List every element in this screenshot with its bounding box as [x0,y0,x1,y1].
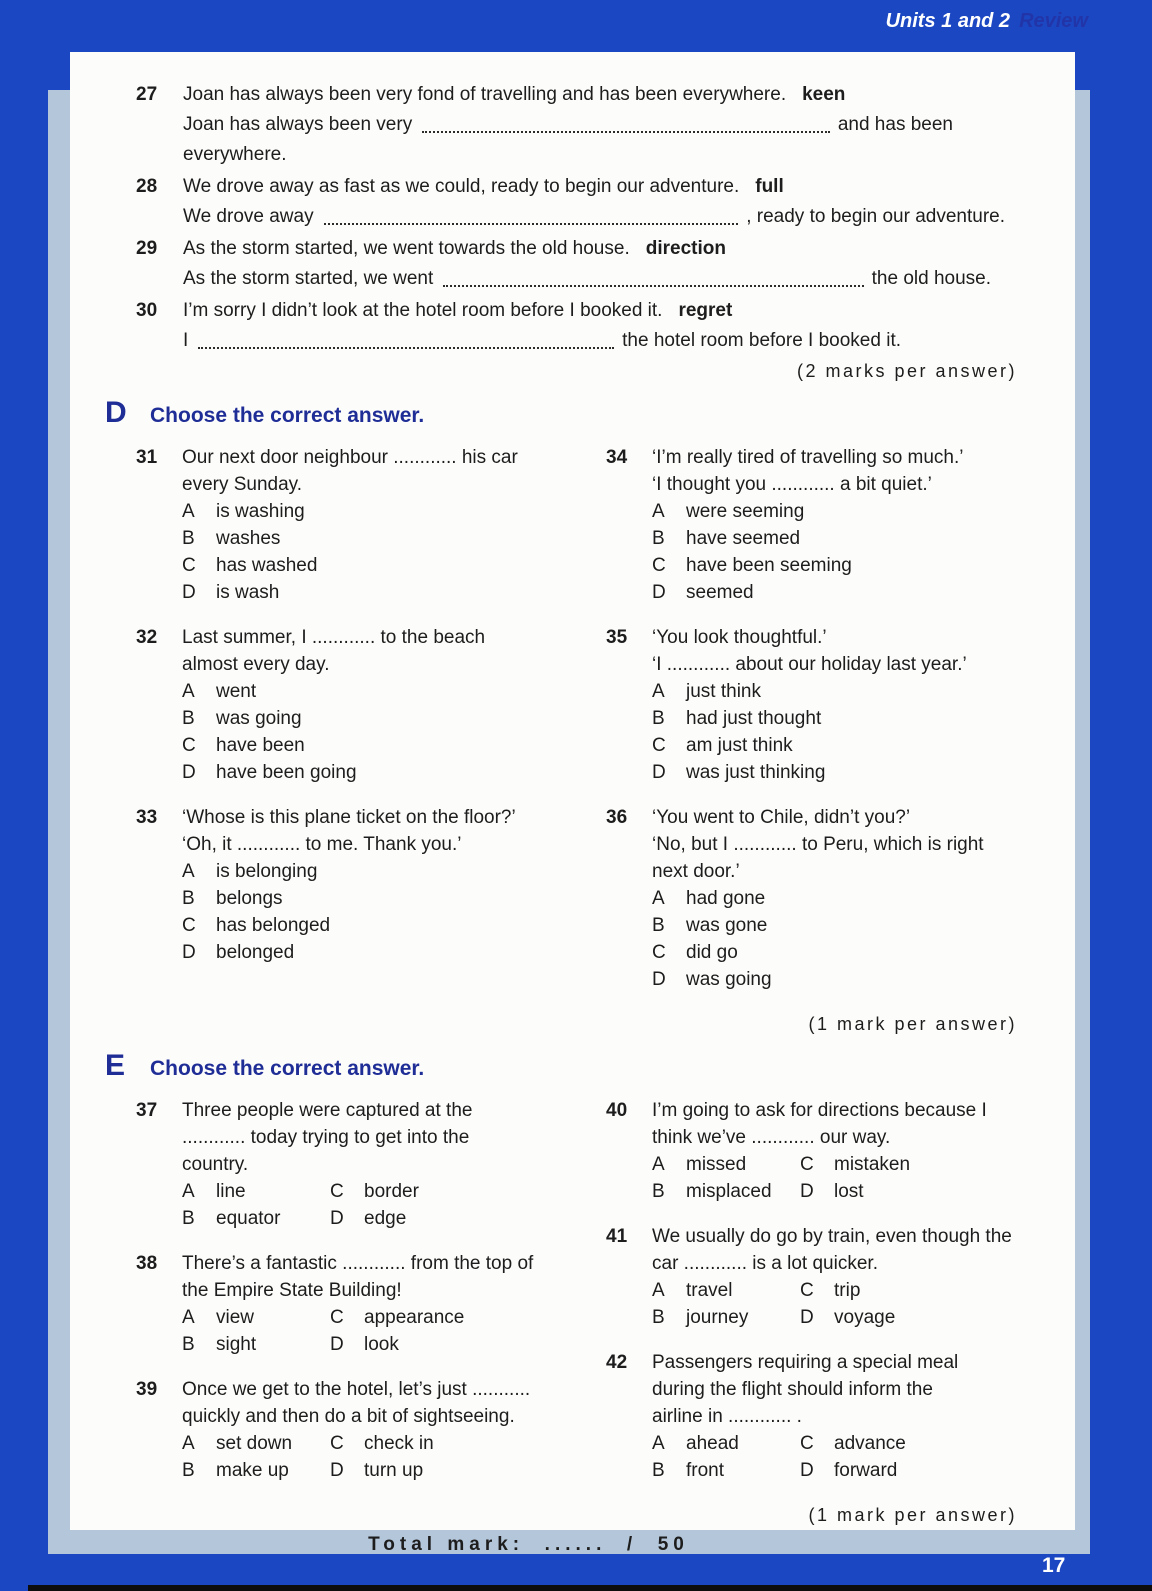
gap-before-text: I [183,330,189,351]
question-sentence [183,172,1017,202]
question-number: 35 [606,627,628,648]
page-content [70,52,1075,1556]
option [182,678,542,705]
question-text: ‘Whose is this plane ticket on the floor?’ [182,807,516,828]
options-list [182,1178,419,1232]
question-text: I’m going to ask for directions because I think we’ve ............ our way. [652,1100,987,1148]
option-text: had gone [686,888,766,909]
gap-after-text: the old house. [871,268,991,289]
option [330,1304,464,1331]
gap-after-text: , ready to begin our adventure. [746,206,1005,227]
question-text: Three people were captured at the ............ today trying to get into the country. [182,1100,473,1175]
question-number: 33 [136,807,158,828]
option-text: misplaced [686,1181,772,1202]
options-list [182,858,516,966]
option-letter: D [330,1208,344,1229]
option-letter: C [800,1154,814,1175]
option-text: sight [216,1334,257,1355]
option [652,939,1017,966]
option-text: front [686,1460,725,1481]
option-letter: C [652,555,666,576]
question-number: 39 [136,1379,158,1400]
option-letter: D [182,762,196,783]
answer-line [183,110,953,140]
option-letter: B [182,708,195,729]
question-number: 41 [606,1226,628,1247]
option-text: just think [686,681,761,702]
answer-blank [443,285,863,287]
option-text: belonged [216,942,295,963]
keyword: direction [645,238,726,259]
question-body [182,624,542,786]
question-text: There’s a fantastic ............ from the top of the Empire State Building! [182,1253,534,1301]
question-number: 42 [606,1352,628,1373]
question-text: ‘Oh, it ............ to me. Thank you.’ [182,834,462,855]
option-text: appearance [364,1307,465,1328]
option [182,1331,330,1358]
mcq-question [606,444,1017,606]
option [182,858,516,885]
sentence-text: Joan has always been very fond of travelling and has been everywhere. [183,84,787,105]
option [652,552,964,579]
option-letter: D [182,942,196,963]
option-text: belongs [216,888,283,909]
option-letter: D [652,969,666,990]
question-body [182,1097,522,1232]
answer-line [183,264,991,294]
transform-question [136,172,1017,232]
option-text: line [216,1181,246,1202]
option [182,1457,330,1484]
option-letter: A [182,1307,195,1328]
option-letter: C [182,915,196,936]
question-number: 38 [136,1253,158,1274]
option-letter: B [652,915,665,936]
question-text: ‘You look thoughtful.’ [652,627,827,648]
option [182,912,516,939]
option-letter: C [800,1280,814,1301]
option-text: is belonging [216,861,318,882]
option-letter: A [652,1280,665,1301]
option-text: forward [834,1460,898,1481]
option-text: have seemed [686,528,801,549]
option-letter: C [330,1307,344,1328]
question-body [652,804,1017,993]
option-text: have been [216,735,305,756]
question-body [182,1250,562,1358]
option-letter: A [652,888,665,909]
option-text: is washing [216,501,305,522]
answer-blank [324,223,739,225]
option-letter: B [182,1460,195,1481]
option [652,966,1017,993]
option-letter: B [652,1460,665,1481]
sentence-text: We drove away as fast as we could, ready to begin our adventure. [183,176,740,197]
option [652,525,964,552]
option-text: has belonged [216,915,331,936]
mcq-question [136,1250,606,1358]
mcq-question [606,1097,1017,1205]
option [652,1178,800,1205]
options-list [182,498,550,606]
transform-question [136,296,1017,356]
option [652,1304,800,1331]
question-sentence [183,234,1017,264]
question-text: ‘You went to Chile, didn’t you?’ [652,807,911,828]
option [652,498,964,525]
option-text: view [216,1307,255,1328]
transform-question [136,80,1017,170]
question-number: 37 [136,1100,158,1121]
option-letter: B [182,888,195,909]
mcq-question [606,804,1017,993]
option-letter: D [182,582,196,603]
section-title: Choose the correct answer. [150,404,425,427]
option-text: equator [216,1208,281,1229]
transform-question [136,234,1017,294]
option [800,1277,895,1304]
option-text: was gone [686,915,768,936]
option [800,1457,906,1484]
option [652,1457,800,1484]
section-letter: D [105,396,127,429]
option-letter: D [652,582,666,603]
option-text: went [216,681,257,702]
option [652,1430,800,1457]
option [652,1277,800,1304]
option-text: am just think [686,735,793,756]
section-d-heading [105,396,1017,430]
option [182,498,550,525]
option-text: edge [364,1208,407,1229]
mcq-question [606,624,1017,786]
option-letter: A [182,501,195,522]
option [800,1178,910,1205]
option [182,705,542,732]
question-number: 34 [606,447,628,468]
option-text: washes [216,528,281,549]
question-text: ‘I ............ about our holiday last year.’ [652,654,967,675]
option [182,1205,330,1232]
option-text: was going [686,969,772,990]
question-text: Passengers requiring a special meal during the flight should inform the airline in ............ . [652,1352,959,1427]
mcq-question [136,624,606,786]
section-e-questions [136,1097,1017,1528]
gap-before-text: Joan has always been very [183,114,413,135]
answer-line-continued: everywhere. [183,144,287,165]
option [330,1430,434,1457]
question-text: Once we get to the hotel, let’s just ........... quickly and then do a bit of sightseeing. [182,1379,531,1427]
question-number: 28 [136,176,158,197]
option-text: trip [834,1280,861,1301]
option [182,732,542,759]
option-letter: D [330,1460,344,1481]
question-body [182,444,550,606]
option-letter: B [182,1208,195,1229]
option-letter: D [330,1334,344,1355]
option-letter: C [800,1433,814,1454]
option-text: set down [216,1433,293,1454]
option [330,1331,464,1358]
option-text: missed [686,1154,747,1175]
option [182,885,516,912]
option [330,1178,419,1205]
question-text: Last summer, I ............ to the beach almost every day. [182,627,486,675]
option-letter: C [330,1181,344,1202]
option [652,732,967,759]
option-letter: A [182,861,195,882]
option-letter: A [652,1154,665,1175]
units-label: Units 1 and 2 [885,10,1011,32]
option-letter: D [800,1460,814,1481]
question-sentence [183,80,1017,110]
gap-before-text: As the storm started, we went [183,268,434,289]
option [652,705,967,732]
option [652,1151,800,1178]
gap-before-text: We drove away [183,206,314,227]
option-letter: A [652,1433,665,1454]
gap-after-text: the hotel room before I booked it. [622,330,901,351]
column-left [136,1097,606,1528]
option-letter: A [182,1181,195,1202]
sentence-text: I’m sorry I didn’t look at the hotel room before I booked it. [183,300,663,321]
option [182,1178,330,1205]
option-text: travel [686,1280,733,1301]
mcq-question [136,444,606,606]
option [330,1457,434,1484]
option [182,1304,330,1331]
option [800,1304,895,1331]
keyword: regret [678,300,733,321]
option-letter: B [652,1181,665,1202]
options-list [652,498,964,606]
option-text: did go [686,942,738,963]
option-text: was going [216,708,302,729]
option [652,912,1017,939]
option-letter: C [330,1433,344,1454]
question-number: 27 [136,84,158,105]
answer-blank [422,131,830,133]
marks-note: (1 mark per answer) [808,1505,1017,1525]
section-e-heading [105,1049,1017,1083]
answer-line [183,202,1005,232]
option-text: seemed [686,582,754,603]
option-text: ahead [686,1433,739,1454]
option-text: border [364,1181,419,1202]
question-body [183,80,1017,170]
option-letter: A [652,681,665,702]
column-right [606,444,1017,1037]
option-letter: A [182,1433,195,1454]
review-label: Review [1019,10,1088,32]
option-letter: C [182,735,196,756]
option-text: have been going [216,762,357,783]
option-text: was just thinking [686,762,826,783]
marks-note: (2 marks per answer) [796,361,1017,381]
mcq-question [606,1223,1017,1331]
option-text: look [364,1334,399,1355]
option-text: advance [834,1433,906,1454]
option-text: is wash [216,582,280,603]
options-list [652,1430,906,1484]
option-letter: B [182,1334,195,1355]
option-letter: D [800,1307,814,1328]
question-text: We usually do go by train, even though the car ............ is a lot quicker. [652,1226,1012,1274]
option [182,1430,330,1457]
option [182,939,516,966]
question-body [183,296,1017,356]
options-list [652,1277,895,1331]
mcq-question [136,1376,606,1484]
keyword: keen [802,84,846,105]
question-number: 29 [136,238,158,259]
option-text: check in [364,1433,434,1454]
question-number: 32 [136,627,158,648]
options-list [182,1304,464,1358]
option [800,1151,910,1178]
option-text: lost [834,1181,864,1202]
question-body [183,234,1017,294]
options-list [182,678,542,786]
option-letter: B [182,528,195,549]
option [800,1430,906,1457]
options-list [182,1430,434,1484]
option-text: voyage [834,1307,896,1328]
answer-line [183,326,901,356]
question-sentence [183,296,1017,326]
option-letter: B [652,528,665,549]
answer-blank [198,347,614,349]
option [330,1205,419,1232]
units-review-header [886,10,1088,33]
option-text: were seeming [686,501,805,522]
option [182,579,550,606]
option [182,525,550,552]
option-letter: D [652,762,666,783]
option-text: had just thought [686,708,822,729]
question-body [652,1349,987,1484]
option [652,885,1017,912]
question-body [652,1223,1017,1331]
sentence-text: As the storm started, we went towards the old house. [183,238,630,259]
option-letter: A [652,501,665,522]
column-left [136,444,606,1037]
page-number: 17 [1042,1554,1066,1577]
option [652,759,967,786]
question-body [652,444,964,606]
question-body [183,172,1017,232]
section-letter: E [105,1049,126,1082]
gap-after-text: and has been [837,114,953,135]
mcq-question [606,1349,1017,1484]
option-letter: A [182,681,195,702]
section-d-questions [136,444,1017,1037]
marks-note: (1 mark per answer) [808,1014,1017,1034]
option [182,552,550,579]
question-body [182,804,516,966]
column-right [606,1097,1017,1528]
option-text: mistaken [834,1154,911,1175]
options-list [652,678,967,786]
option [182,759,542,786]
option-text: turn up [364,1460,424,1481]
question-body [182,1376,586,1484]
option [652,678,967,705]
exercise-page [70,52,1075,1555]
options-list [652,885,1017,993]
question-body [652,1097,1017,1205]
question-text: Our next door neighbour ............ his car every Sunday. [182,447,518,495]
option-letter: D [800,1181,814,1202]
option-text: journey [686,1307,749,1328]
option-letter: C [652,735,666,756]
option-text: make up [216,1460,289,1481]
option [652,579,964,606]
option-letter: C [652,942,666,963]
question-text: ‘I thought you ............ a bit quiet.’ [652,474,932,495]
section-title: Choose the correct answer. [150,1057,425,1080]
option-letter: B [652,1307,665,1328]
question-body [652,624,967,786]
option-text: has washed [216,555,318,576]
question-number: 30 [136,300,158,321]
option-letter: C [182,555,196,576]
question-number: 36 [606,807,628,828]
question-number: 40 [606,1100,628,1121]
question-number: 31 [136,447,158,468]
total-mark-line: Total mark: ...... / 50 [368,1534,689,1555]
mcq-question [136,804,606,966]
bottom-edge-bar [28,1585,1152,1591]
question-text: ‘I’m really tired of travelling so much.’ [652,447,964,468]
mcq-question [136,1097,606,1232]
options-list [652,1151,910,1205]
option-letter: B [652,708,665,729]
question-text: ‘No, but I ............ to Peru, which is right next door.’ [652,834,984,882]
option-text: have been seeming [686,555,852,576]
keyword: full [755,176,784,197]
